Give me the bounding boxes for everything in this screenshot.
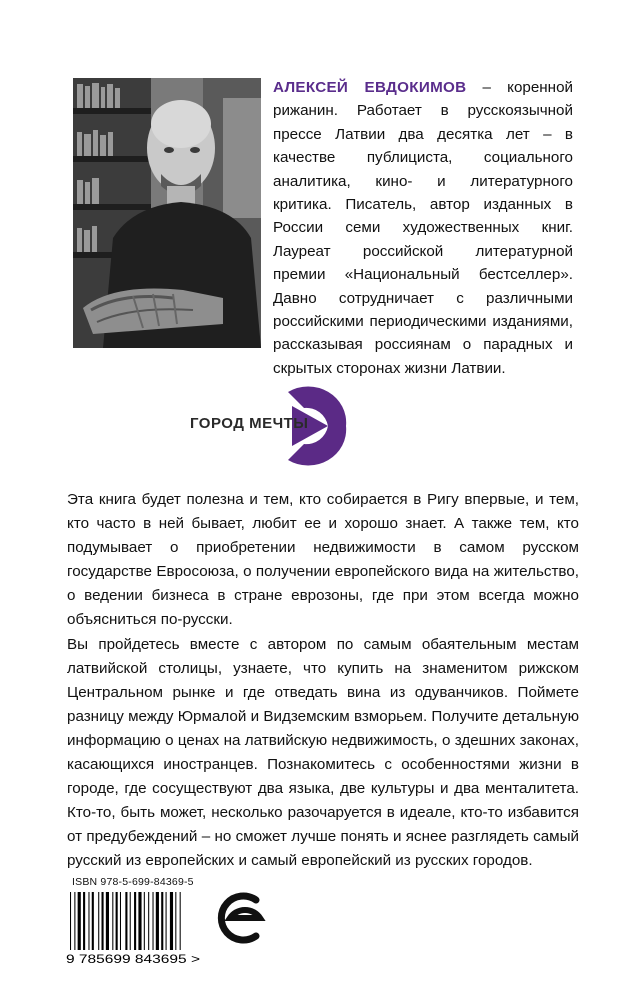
barcode-bar xyxy=(170,892,173,950)
barcode-bar xyxy=(130,892,131,950)
barcode-bar xyxy=(70,892,71,950)
barcode-bar xyxy=(106,892,109,950)
barcode-bar xyxy=(98,892,99,950)
barcode-bar xyxy=(144,892,145,950)
author-bio xyxy=(273,76,573,380)
barcode-bar xyxy=(125,892,127,950)
barcode-bar xyxy=(156,892,159,950)
barcode-bar xyxy=(166,892,167,950)
barcode-bar xyxy=(92,892,94,950)
description-paragraph-1: Эта книга будет полезна и тем, кто собирается в Ригу впервые, и тем, кто часто в ней бывает, любит ее и хорошо знает. А также тем, кто подумывает о приобретении недвижимости в самом русском государстве Евросоюза, о получении европейского вида на жительство, о ведении бизнеса в стране еврозоны, где при этом всегда можно объясниться по-русски. xyxy=(67,491,579,629)
barcode-bar xyxy=(175,892,176,950)
barcode xyxy=(64,890,202,966)
barcode-bar xyxy=(78,892,81,950)
barcode-bar xyxy=(120,892,121,950)
publisher-logo-icon xyxy=(216,890,268,946)
author-name: АЛЕКСЕЙ ЕВДОКИМОВ xyxy=(273,79,467,96)
barcode-bar xyxy=(134,892,136,950)
description-paragraph-2: Вы пройдетесь вместе с автором по самым обаятельным местам латвийской столицы, узнаете, что купить на знаменитом рижском Центральном рынке и где отведать вина из одуванчиков. Поймете разницу между Юрмалой и Видземским взморьем. Получите детальную информацию о ценах на латвийскую недвижимость, о здешних законах, касающихся иностранцев. Познакомитесь с особенностями жизни в городе, где сосуществуют два языка, две культуры и два менталитета. Кто-то, быть может, несколько разочаруется в идеале, кто-то избавится от предубеждений – но сможет лучше понять и яснее разглядеть самый русский из европейских и самый европейский из русских городов. xyxy=(67,635,579,870)
author-bio-text: – коренной рижанин. Работает в русскоязычной прессе Латвии два десятка лет – в качестве публициста, социального аналитика, кино- и литературного критика. Писатель, автор изданных в России семи художественных книг. Лауреат российской литературной премии «Национальный бестселлер». Давно сотрудничает с различными российскими периодическими изданиями, рассказывая россиянам о парадных и скрытых сторонах жизни Латвии. xyxy=(273,79,574,377)
series-logo xyxy=(190,386,360,466)
barcode-bar xyxy=(148,892,149,950)
author-photo xyxy=(73,78,261,348)
barcode-bar xyxy=(180,892,181,950)
barcode-bar xyxy=(74,892,75,950)
barcode-bar xyxy=(88,892,89,950)
book-description xyxy=(67,488,579,874)
barcode-bar xyxy=(83,892,85,950)
barcode-bar xyxy=(161,892,163,950)
barcode-bar xyxy=(102,892,104,950)
barcode-bar xyxy=(116,892,118,950)
barcode-bar xyxy=(138,892,141,950)
barcode-bar xyxy=(153,892,154,950)
isbn-label: ISBN 978-5-699-84369-5 xyxy=(72,876,194,888)
series-label: ГОРОД МЕЧТЫ xyxy=(190,415,309,432)
barcode-digits: 9 785699 843695 > xyxy=(66,954,201,966)
barcode-bar xyxy=(112,892,113,950)
